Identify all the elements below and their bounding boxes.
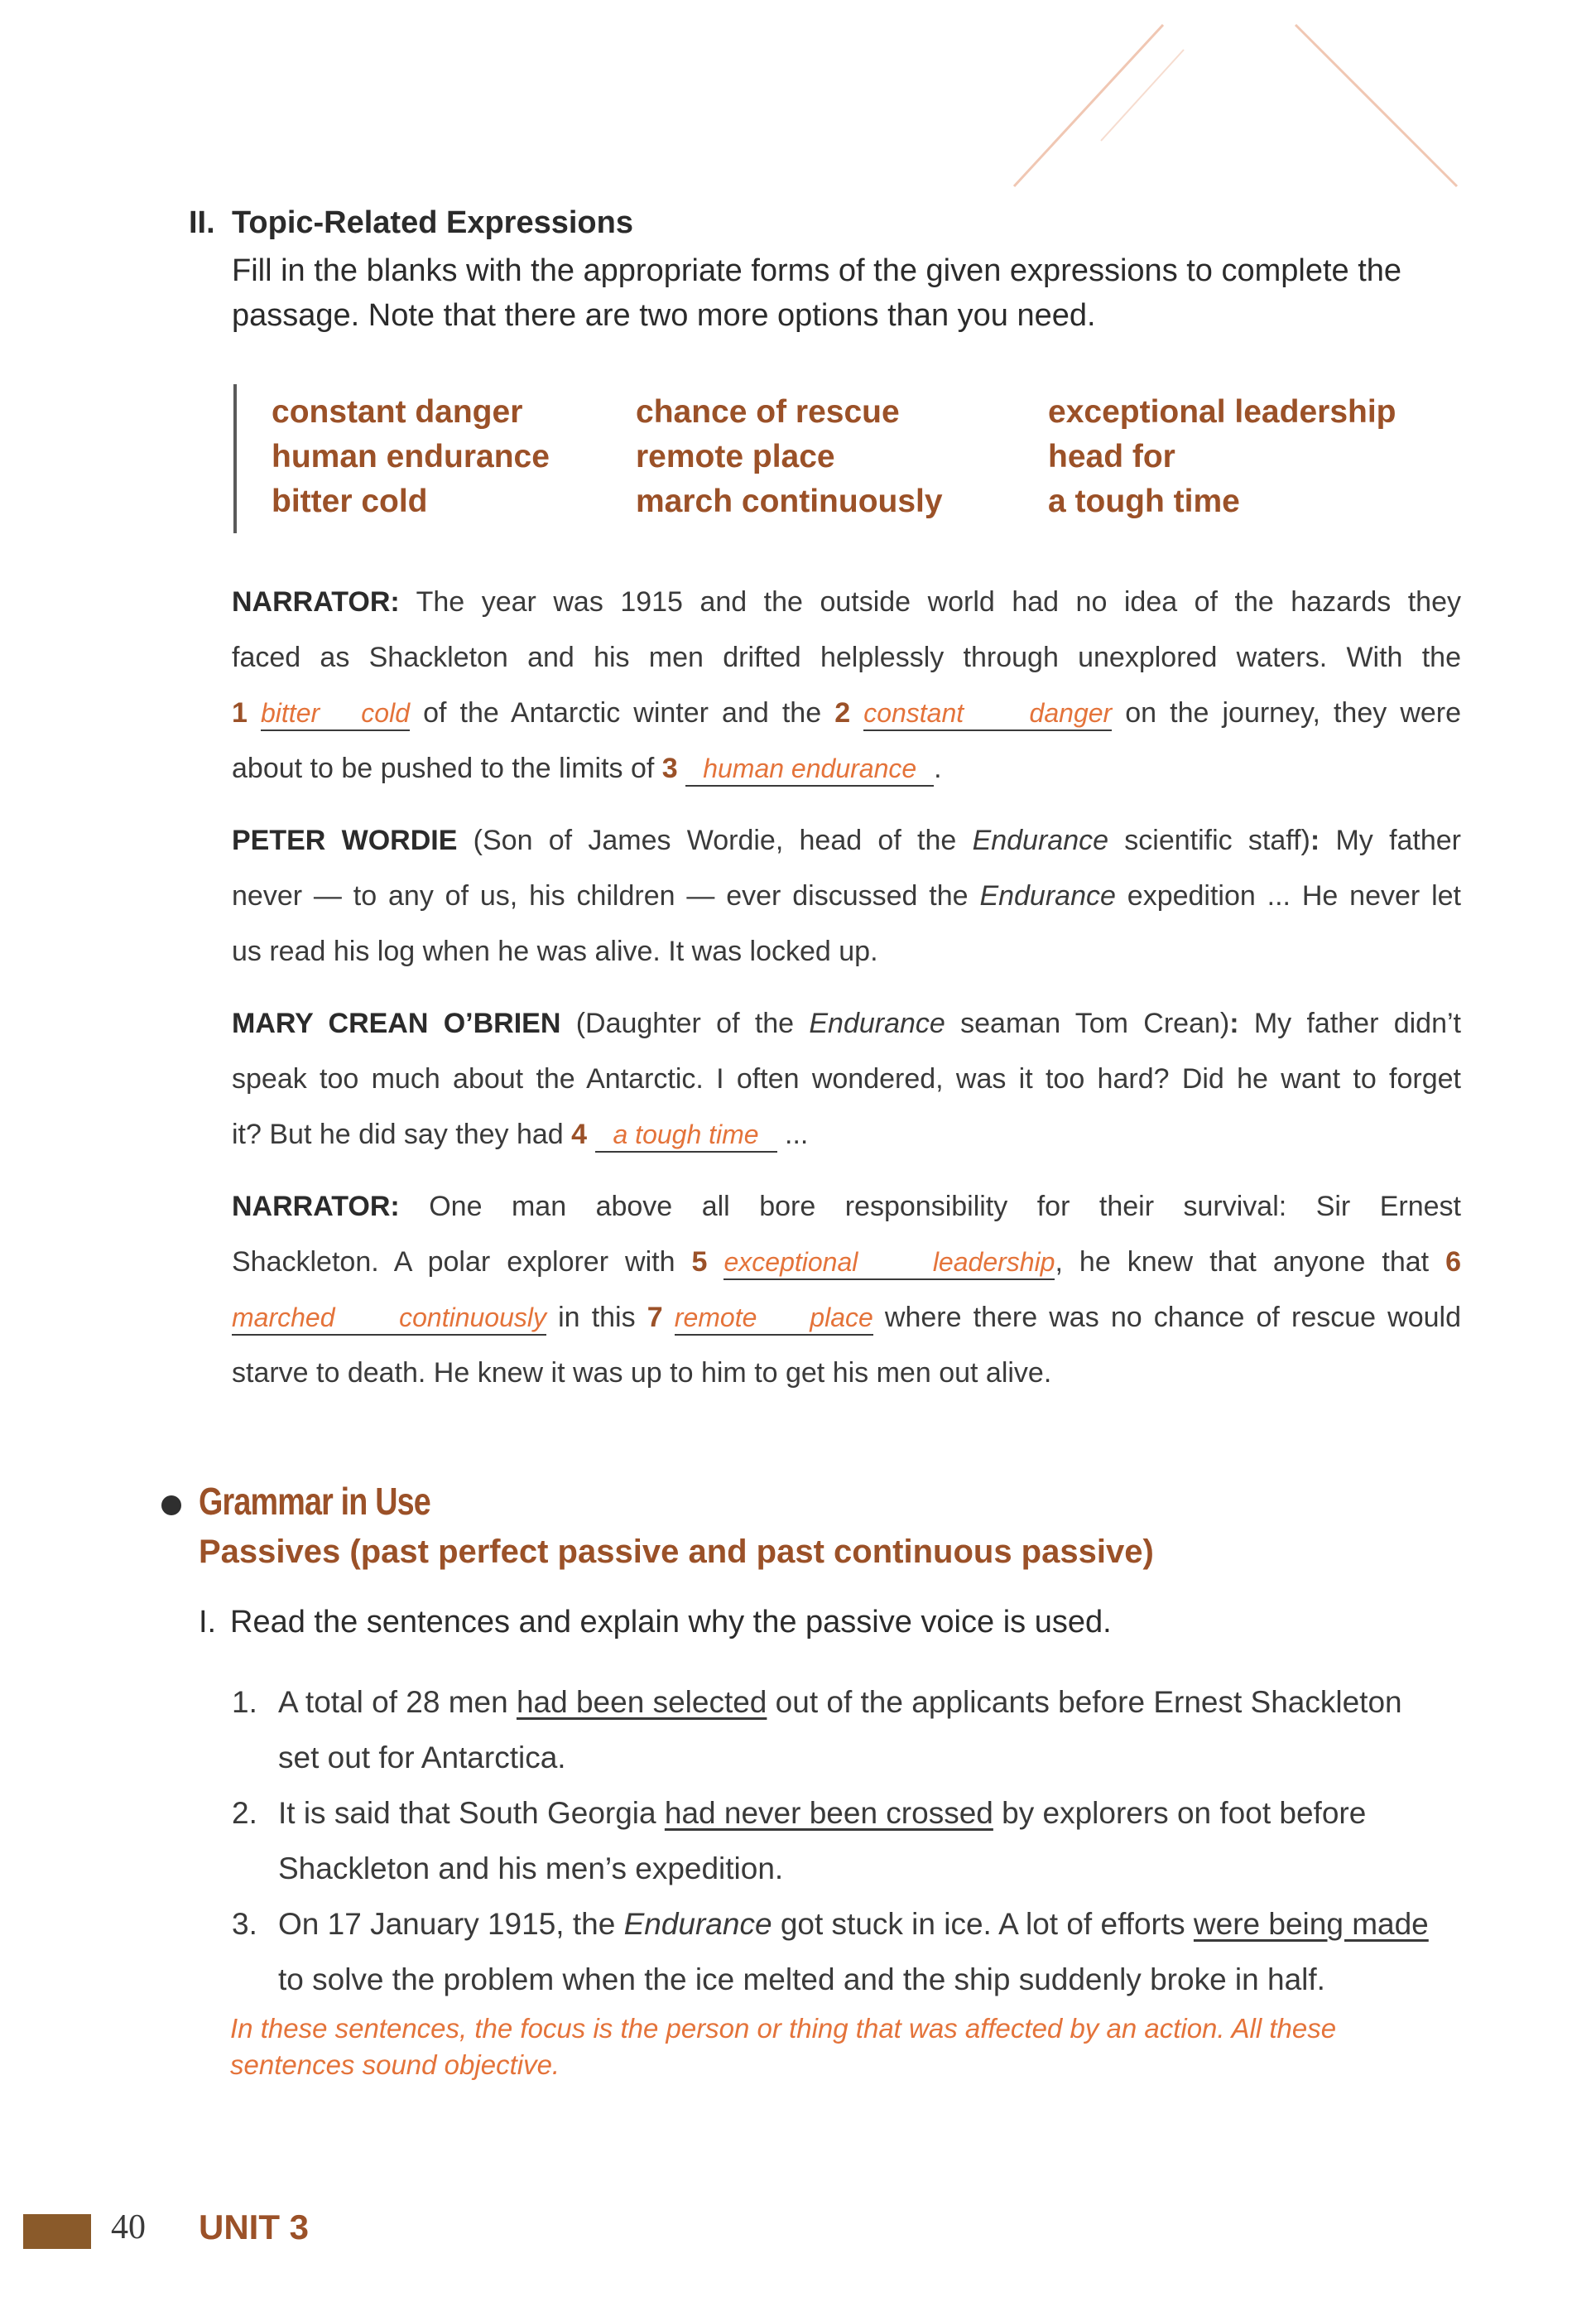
instruction-text: [232, 248, 1473, 338]
answer-blank[interactable]: human endurance: [685, 752, 934, 787]
blank-number: 1: [232, 697, 248, 729]
word-bank-option: chance of rescue: [636, 394, 900, 430]
word-bank-option: human endurance: [272, 439, 550, 474]
sentence-item: 2. It is said that South Georgia had never been crossed by explorers on foot before Shackleton and his men’s expedition.: [232, 1796, 1367, 1885]
passage-line: speak too much about the Antarctic. I often wondered, was it too hard? Did he want to forget: [232, 1063, 1461, 1095]
passage-line: Shackleton. A polar explorer with 5 exceptional leadership, he knew that anyone that 6: [232, 1235, 1461, 1290]
blank-number: 5: [691, 1246, 708, 1278]
answer-blank[interactable]: marched continuously: [232, 1301, 546, 1336]
passage-line: starve to death. He knew it was up to him to get his men out alive.: [232, 1357, 1052, 1389]
passage-line: us read his log when he was alive. It was locked up.: [232, 936, 878, 967]
answer-blank[interactable]: bitter cold: [261, 696, 410, 731]
unit-label: UNIT 3: [199, 2208, 310, 2246]
speaker-label: NARRATOR:: [232, 586, 400, 618]
speaker-label: PETER WORDIE: [232, 825, 458, 856]
passage-line: MARY CREAN O’BRIEN (Daughter of the Endurance seaman Tom Crean): My father didn’t: [232, 1008, 1461, 1039]
passage-line: it? But he did say they had 4 a tough time ...: [232, 1107, 1461, 1163]
exercise-number: I.: [199, 1605, 217, 1639]
blank-number: 7: [647, 1302, 663, 1333]
speaker-label: NARRATOR:: [232, 1191, 400, 1222]
footer-bar: [23, 2214, 91, 2249]
speaker-label: MARY CREAN O’BRIEN: [232, 1008, 561, 1039]
passage-line: NARRATOR: The year was 1915 and the outside world had no idea of the hazards they: [232, 586, 1461, 618]
passage-line: marched continuously in this 7 remote place where there was no chance of rescue would: [232, 1290, 1461, 1346]
passage-line: faced as Shackleton and his men drifted helplessly through unexplored waters. With the: [232, 642, 1461, 673]
word-bank-option: a tough time: [1048, 484, 1240, 519]
decorative-corner-lines: [0, 0, 1596, 215]
passage-line: about to be pushed to the limits of 3 human endurance .: [232, 741, 1461, 797]
word-bank-option: constant danger: [272, 394, 523, 430]
grammar-subtitle: Passives (past perfect passive and past continuous passive): [199, 1534, 1154, 1570]
answer-blank[interactable]: remote place: [675, 1301, 873, 1336]
underlined-verb: had been selected: [516, 1685, 767, 1719]
blank-number: 6: [1445, 1246, 1462, 1278]
word-bank-option: bitter cold: [272, 484, 428, 519]
blank-number: 3: [661, 753, 678, 784]
blank-number: 2: [834, 697, 851, 729]
exercise-instruction: Read the sentences and explain why the passive voice is used.: [230, 1605, 1112, 1639]
section-title: Topic-Related Expressions: [232, 205, 633, 240]
underlined-verb: had never been crossed: [664, 1796, 993, 1830]
passage-line: NARRATOR: One man above all bore responsibility for their survival: Sir Ernest: [232, 1191, 1461, 1222]
word-bank-option: remote place: [636, 439, 835, 474]
passage-paragraph: [232, 813, 1461, 980]
answer-blank[interactable]: exceptional leadership: [723, 1245, 1055, 1280]
instruction-line: passage. Note that there are two more options than you need.: [232, 298, 1096, 333]
section-heading: [189, 205, 633, 241]
passage-paragraph: [232, 1179, 1461, 1401]
answer-blank[interactable]: a tough time: [595, 1118, 777, 1153]
blank-number: 4: [571, 1119, 588, 1150]
bullet-icon: [161, 1495, 181, 1515]
page-number: 40: [111, 2208, 146, 2246]
underlined-verb: were being made: [1193, 1907, 1429, 1941]
passage-paragraph: [232, 996, 1461, 1163]
word-bank-option: march continuously: [636, 484, 943, 519]
passage-line: PETER WORDIE (Son of James Wordie, head of the Endurance scientific staff): My father: [232, 825, 1462, 856]
passage-paragraph: [232, 575, 1461, 797]
answer-blank[interactable]: constant danger: [863, 696, 1112, 731]
grammar-title: Grammar in Use: [199, 1480, 430, 1523]
sentence-item: 1. A total of 28 men had been selected out of the applicants before Ernest Shackleton set out for Antarctica.: [232, 1685, 1402, 1774]
word-bank: [233, 384, 1478, 533]
instruction-line: Fill in the blanks with the appropriate forms of the given expressions to complete the: [232, 253, 1402, 288]
exercise-heading: [199, 1605, 1112, 1640]
passage-line: never — to any of us, his children — ever discussed the Endurance expedition ... He never let: [232, 880, 1462, 912]
sentence-item: 3. On 17 January 1915, the Endurance got stuck in ice. A lot of efforts were being made to solve the problem when the ice melted and the ship suddenly broke in half.: [232, 1907, 1429, 1996]
word-bank-option: exceptional leadership: [1048, 394, 1396, 430]
passage-line: 1 bitter cold of the Antarctic winter and the 2 constant danger on the journey, they were: [232, 686, 1461, 741]
sample-answer: In these sentences, the focus is the person or thing that was affected by an action. All these sentences sound objective.: [230, 2013, 1337, 2080]
word-bank-option: head for: [1048, 439, 1175, 474]
section-number: II.: [189, 205, 215, 240]
